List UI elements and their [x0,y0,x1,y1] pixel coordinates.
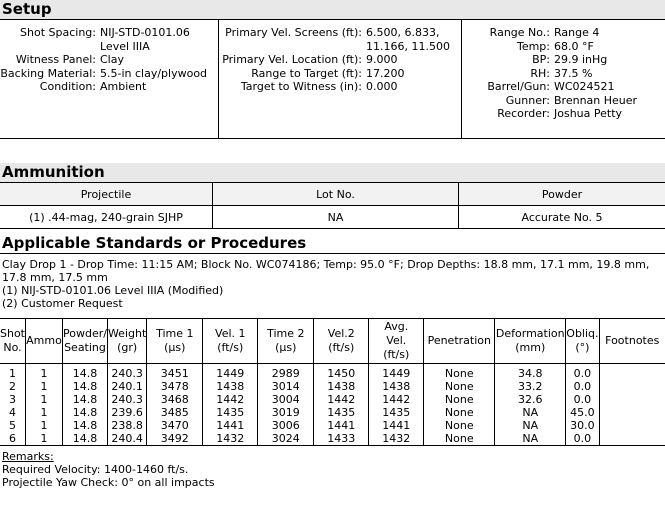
setup-value: WC024521 [554,80,615,93]
avg-vel-cell: 1442 [369,393,424,406]
setup-row [0,67,218,81]
setup-row [0,26,218,40]
setup-key: Temp: [516,39,550,53]
vel1-cell: 1435 [203,406,258,419]
standards-line: (1) NIJ-STD-0101.06 Level IIIA (Modified) [2,284,224,297]
setup-value: 17.200 [366,66,405,80]
setup-value: Range 4 [554,26,600,39]
setup-row [462,40,665,54]
time1-header: Time 1 (µs) [147,319,203,364]
shot-cell: 5 [0,419,26,432]
time2-header: Time 2 (µs) [258,319,314,364]
obliquity-cell: 0.0 [566,432,599,446]
setup-key: Shot Spacing: [20,26,96,39]
table-row [0,380,665,393]
setup-row [219,67,461,81]
setup-key [0,40,96,54]
setup-row [219,80,461,94]
ammo-cell: 1 [26,393,63,406]
setup-key: Primary Vel. Screens (ft): [225,26,362,39]
table-row [0,364,665,381]
weight-cell: 240.1 [107,380,146,393]
setup-value: 29.9 inHg [554,53,608,66]
avg-vel-cell: 1449 [369,364,424,381]
standards-line: Clay Drop 1 - Drop Time: 11:15 AM; Block No. WC074186; Temp: 95.0 °F; Drop Depths: 18.8 mm, 17.1 mm, 19.8 mm, [2,258,650,271]
setup-row [219,26,461,40]
setup-key: Range No.: [489,26,550,39]
powder-header: Powder [459,183,665,206]
time1-cell: 3485 [147,406,203,419]
deformation-cell: 34.8 [495,364,566,381]
standards-section [0,234,665,310]
obliquity-cell: 30.0 [566,419,599,432]
footnotes-cell [599,432,665,446]
setup-value: 68.0 °F [554,39,594,53]
vel2-cell: 1442 [314,393,369,406]
penetration-cell: None [424,380,495,393]
setup-col-3 [462,20,665,138]
ammunition-table [0,182,665,229]
setup-row [0,40,218,54]
setup-value: NIJ-STD-0101.06 [100,26,190,39]
setup-row [462,53,665,67]
vel1-cell: 1449 [203,364,258,381]
deformation-cell: 32.6 [495,393,566,406]
time1-cell: 3492 [147,432,203,446]
footnotes-header: Footnotes [599,319,665,364]
remarks-section [0,446,665,489]
vel1-cell: 1442 [203,393,258,406]
projectile-cell: (1) .44-mag, 240-grain SJHP [0,206,213,229]
ammo-cell: 1 [26,364,63,381]
remarks-title: Remarks: [2,450,54,463]
setup-value: Joshua Petty [554,107,623,120]
setup-key: Condition: [39,80,96,93]
setup-key: Gunner: [505,93,550,107]
setup-row [0,53,218,67]
setup-key: Range to Target (ft): [251,66,362,80]
results-table [0,318,665,446]
avg-vel-cell: 1441 [369,419,424,432]
deformation-header: Deformation (mm) [495,319,566,364]
vel1-cell: 1432 [203,432,258,446]
standards-list [0,254,665,310]
time1-cell: 3468 [147,393,203,406]
powder-seating-cell: 14.8 [63,380,108,393]
powder-seating-cell: 14.8 [63,364,108,381]
footnotes-cell [599,406,665,419]
setup-key [219,40,362,54]
table-row [0,393,665,406]
setup-row [462,80,665,94]
setup-key: RH: [530,66,550,80]
vel1-cell: 1438 [203,380,258,393]
ammunition-section [0,163,665,229]
setup-value: Ambient [100,80,147,93]
ammunition-header-row [0,183,665,206]
penetration-cell: None [424,406,495,419]
time2-cell: 3024 [258,432,314,446]
time2-cell: 3006 [258,419,314,432]
ammo-cell: 1 [26,406,63,419]
deformation-cell: NA [495,406,566,419]
standards-line: (2) Customer Request [2,297,123,310]
setup-value: 0.000 [366,80,398,93]
setup-value: Clay [100,53,124,66]
footnotes-cell [599,380,665,393]
time1-cell: 3451 [147,364,203,381]
time1-cell: 3470 [147,419,203,432]
time1-cell: 3478 [147,380,203,393]
setup-key: Primary Vel. Location (ft): [222,53,362,66]
setup-title: Setup [0,0,665,20]
ammo-header: Ammo [26,319,63,364]
standards-title: Applicable Standards or Procedures [0,234,665,254]
weight-cell: 238.8 [107,419,146,432]
powder-seating-cell: 14.8 [63,419,108,432]
setup-value: Level IIIA [100,39,150,53]
setup-value: 9.000 [366,53,398,66]
avg-vel-cell: 1432 [369,432,424,446]
ammunition-title: Ammunition [0,163,665,182]
shot-cell: 4 [0,406,26,419]
powder-seating-header: Powder/ Seating [63,319,108,364]
weight-cell: 240.3 [107,393,146,406]
vel2-cell: 1438 [314,380,369,393]
penetration-cell: None [424,419,495,432]
footnotes-cell [599,364,665,381]
deformation-cell: NA [495,419,566,432]
penetration-cell: None [424,393,495,406]
setup-col-1 [0,20,219,138]
vel2-header: Vel.2 (ft/s) [314,319,369,364]
setup-value: 5.5-in clay/plywood [100,66,208,80]
setup-value: 37.5 % [554,66,593,80]
powder-seating-cell: 14.8 [63,432,108,446]
vel1-header: Vel. 1 (ft/s) [203,319,258,364]
shot-cell: 2 [0,380,26,393]
ammo-cell: 1 [26,380,63,393]
setup-row [219,53,461,67]
projectile-header: Projectile [0,183,213,206]
avg-vel-cell: 1435 [369,406,424,419]
vel1-cell: 1441 [203,419,258,432]
setup-key: Recorder: [497,107,550,120]
deformation-cell: NA [495,432,566,446]
table-row [0,419,665,432]
time2-cell: 3019 [258,406,314,419]
lot-header: Lot No. [213,183,459,206]
setup-key: BP: [532,53,550,66]
setup-key: Backing Material: [0,66,96,80]
weight-cell: 239.6 [107,406,146,419]
penetration-header: Penetration [424,319,495,364]
penetration-cell: None [424,364,495,381]
standards-line: 17.8 mm, 17.5 mm [2,271,108,284]
setup-row [462,107,665,121]
table-row [0,432,665,446]
vel2-cell: 1435 [314,406,369,419]
obliquity-cell: 0.0 [566,393,599,406]
lot-cell: NA [213,206,459,229]
vel2-cell: 1450 [314,364,369,381]
setup-row [462,26,665,40]
obliquity-cell: 45.0 [566,406,599,419]
setup-grid [0,20,665,139]
setup-key: Barrel/Gun: [487,80,550,93]
powder-seating-cell: 14.8 [63,393,108,406]
deformation-cell: 33.2 [495,380,566,393]
time2-cell: 3004 [258,393,314,406]
results-header-row [0,319,665,364]
remarks-line: Required Velocity: 1400-1460 ft/s. [2,463,189,476]
weight-header: Weight (gr) [107,319,146,364]
shot-header: Shot No. [0,319,26,364]
obliquity-cell: 0.0 [566,364,599,381]
vel2-cell: 1441 [314,419,369,432]
avg-vel-cell: 1438 [369,380,424,393]
penetration-cell: None [424,432,495,446]
setup-value: 6.500, 6.833, [366,26,440,39]
footnotes-cell [599,393,665,406]
shot-cell: 6 [0,432,26,446]
ammo-cell: 1 [26,419,63,432]
shot-cell: 1 [0,364,26,381]
weight-cell: 240.3 [107,364,146,381]
avg-vel-header: Avg. Vel. (ft/s) [369,319,424,364]
vel2-cell: 1433 [314,432,369,446]
setup-col-2 [219,20,462,138]
setup-value: 11.166, 11.500 [366,39,450,53]
setup-value: Brennan Heuer [554,93,638,107]
obliquity-cell: 0.0 [566,380,599,393]
remarks-line: Projectile Yaw Check: 0° on all impacts [2,476,215,489]
setup-row [462,67,665,81]
weight-cell: 240.4 [107,432,146,446]
setup-row [219,40,461,54]
setup-row [0,80,218,94]
powder-cell: Accurate No. 5 [459,206,665,229]
time2-cell: 3014 [258,380,314,393]
ammo-cell: 1 [26,432,63,446]
ammunition-row [0,206,665,229]
shot-cell: 3 [0,393,26,406]
setup-key: Target to Witness (in): [240,80,362,93]
footnotes-cell [599,419,665,432]
table-row [0,406,665,419]
obliquity-header: Obliq. (°) [566,319,599,364]
setup-key: Witness Panel: [15,53,96,66]
setup-section [0,0,665,139]
setup-row [462,94,665,108]
powder-seating-cell: 14.8 [63,406,108,419]
time2-cell: 2989 [258,364,314,381]
